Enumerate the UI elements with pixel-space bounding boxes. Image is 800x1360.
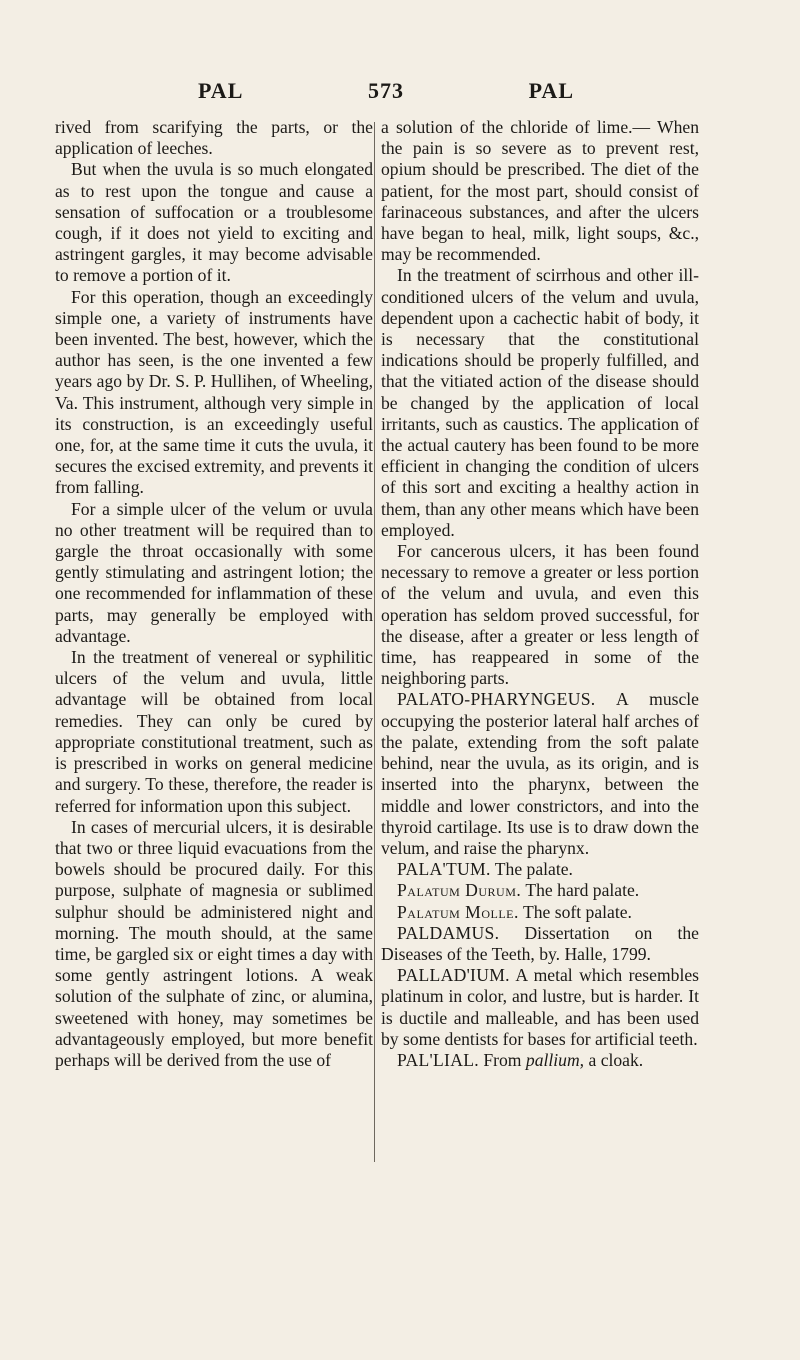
dictionary-entry xyxy=(381,923,699,965)
dictionary-entry xyxy=(381,902,699,923)
paragraph: a solution of the chloride of lime.— When the pain is so severe as to prevent rest, opium should be prescribed. The diet of the patient, for the most part, should consist of farinaceous substances, and after the ulcers have began to heal, milk, light soups, &c., may be recommended. xyxy=(381,117,699,265)
entry-definition: The soft palate. xyxy=(522,901,632,922)
entry-latin-word: pallium, xyxy=(525,1049,585,1070)
entry-term: Palatum Durum. xyxy=(397,880,522,901)
paragraph: In cases of mercurial ulcers, it is desirable that two or three liquid evacuations from the bowels should be procured daily. For this purpose, sulphate of magnesia or sublimed sulphur should be administered night and morning. The mouth should, at the same time, be gargled six or eight times a day with some gently astringent lotions. A weak solution of the sulphate of zinc, or alumina, sweetened with honey, may sometimes be advantageously employed, but more benefit perhaps will be derived from the use of xyxy=(55,816,373,1070)
paragraph: In the treatment of scirrhous and other ill-conditioned ulcers of the velum and uvula, dependent upon a cachectic habit of body, it is necessary that the constitutional indications should be properly fulfilled, and that the vitiated action of the disease should be changed by the application of local irritants, such as caustics. The application of the actual cautery has been found to be more efficient in changing the condition of ulcers of this sort and exciting a healthy action in them, than any other means which have been employed. xyxy=(381,265,699,540)
entry-term: PALA'TUM. xyxy=(397,859,491,880)
paragraph: But when the uvula is so much elongated as to rest upon the tongue and cause a sensation of suffocation or a troublesome cough, if it does not yield to exciting and astringent gargles, it may become advisable to remove a portion of it. xyxy=(55,159,373,286)
paragraph: rived from scarifying the parts, or the application of leeches. xyxy=(55,117,373,159)
entry-from: From xyxy=(483,1049,522,1070)
entry-definition: a cloak. xyxy=(588,1049,644,1070)
entry-definition: Dissertation on the Diseases of the Teeth, by. Halle, 1799. xyxy=(381,922,699,964)
right-column xyxy=(381,117,699,1071)
entry-term: PALDAMUS. xyxy=(397,922,500,943)
left-column xyxy=(55,117,373,1071)
dictionary-entry xyxy=(381,965,699,1050)
page-number: 573 xyxy=(368,78,404,103)
dictionary-entry xyxy=(381,1050,699,1071)
dictionary-entry xyxy=(381,859,699,880)
column-divider xyxy=(374,122,375,1162)
entry-definition: A muscle occupying the posterior lateral half arches of the palate, extending from the soft palate behind, near the uvula, as its origin, and is inserted into the pharynx, between the middle and lower constrictors, and into the thyroid cartilage. Its use is to draw down the velum, and raise the pharynx. xyxy=(381,689,699,858)
paragraph: In the treatment of venereal or syphilitic ulcers of the velum and uvula, little advantage will be obtained from local remedies. They can only be cured by appropriate constitutional treatment, such as is prescribed in works on general medicine and surgery. To these, therefore, the reader is referred for information upon this subject. xyxy=(55,647,373,816)
entry-definition: A metal which resembles platinum in color, and lustre, but is harder. It is ductile and malleable, and has been used by some dentists for bases for artificial teeth. xyxy=(381,965,699,1049)
running-header xyxy=(198,78,574,104)
dictionary-entry xyxy=(381,689,699,859)
paragraph: For a simple ulcer of the velum or uvula no other treatment will be required than to gargle the throat occasionally with some gently stimulating and astringent lotion; the one recommended for inflammation of these parts, may generally be employed with advantage. xyxy=(55,498,373,646)
entry-term: PAL'LIAL. xyxy=(397,1049,479,1070)
entry-term: PALATO-PHARYNGEUS. xyxy=(397,689,596,710)
paragraph: For this operation, though an exceedingly simple one, a variety of instruments have been invented. The best, however, which the author has seen, is the one invented a few years ago by Dr. S. P. Hullihen, of Wheeling, Va. This instrument, although very simple in its construction, is an exceedingly useful one, for, at the same time it cuts the uvula, it secures the excised extremity, and prevents it from falling. xyxy=(55,286,373,498)
entry-definition: The hard palate. xyxy=(525,880,640,901)
header-left-word: PAL xyxy=(198,78,244,103)
header-right-word: PAL xyxy=(528,78,574,103)
paragraph: For cancerous ulcers, it has been found necessary to remove a greater or less portion of the velum and uvula, and even this operation has seldom proved successful, for the disease, after a greater or less length of time, has reappeared in some of the neighboring parts. xyxy=(381,541,699,689)
entry-definition: The palate. xyxy=(494,859,573,880)
dictionary-entry xyxy=(381,880,699,901)
entry-term: Palatum Molle. xyxy=(397,901,519,922)
entry-term: PALLAD'IUM. xyxy=(397,965,510,986)
